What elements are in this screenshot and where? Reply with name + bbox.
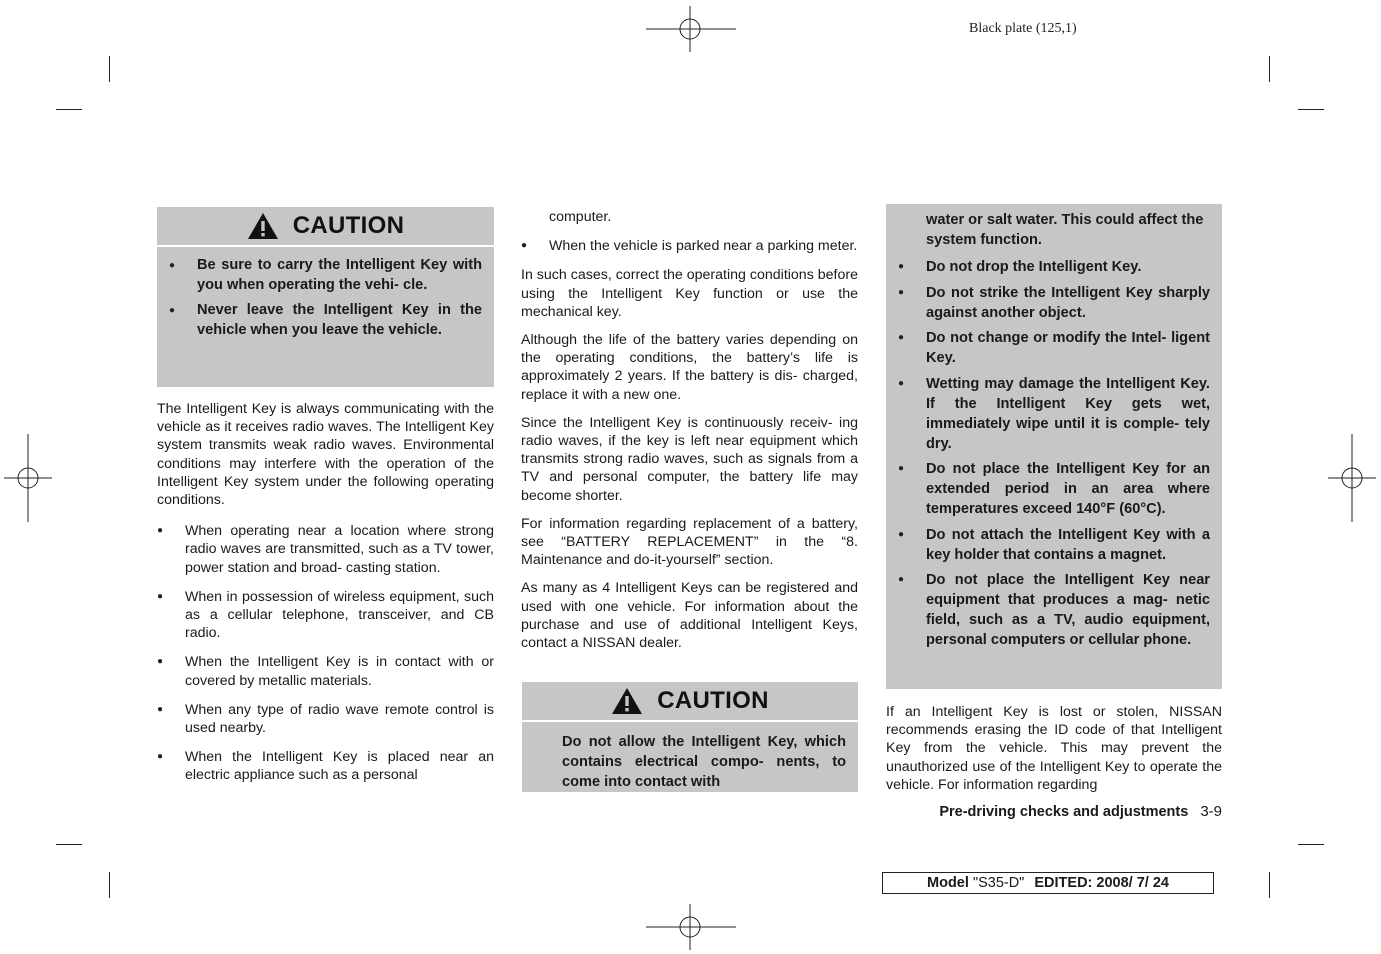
paragraph: Since the Intelligent Key is continuously receiv- ing radio waves, if the key is left near equipment which transmits strong radio waves, such as signals from a TV and personal computer, the battery life may become shorter. [521,414,858,504]
warning-icon [611,687,643,715]
model-prefix: Model [927,875,969,891]
registration-mark-left-icon [4,434,52,522]
caution-header [157,207,494,247]
caution-box-1 [157,207,494,387]
caution-item: ● Do not place the Intelligent Key for an extended period in an area where temperatures exceed 140°F (60°C). [898,459,1210,519]
page-number: 3-9 [1200,803,1222,820]
caution-header [522,682,858,722]
paragraph: In such cases, correct the operating conditions before using the Intelligent Key function or use the mechanical key. [521,267,858,320]
model-code: "S35-D" [972,875,1025,891]
caution-box-continued [886,204,1222,689]
caution-item: ● Do not change or modify the Intel- ligent Key. [898,328,1210,368]
caution-item: ● Be sure to carry the Intelligent Key with you when operating the vehi- cle. [169,255,482,295]
caution-item: ● Wetting may damage the Intelligent Key. If the Intelligent Key gets wet, immediately wipe until it is comple- tely dry. [898,374,1210,454]
plate-label: Black plate (125,1) [969,21,1077,36]
condition-bullet: ● When the Intelligent Key is placed near an electric appliance such as a personal [157,748,494,784]
condition-bullet: ● When the vehicle is parked near a parking meter. [521,237,858,255]
caution-item: ● Do not place the Intelligent Key near equipment that produces a mag- netic field, such as a TV, audio equipment, personal computers or cellular phone. [898,570,1210,650]
registration-mark-top-icon [646,6,736,52]
condition-bullet: ● When the Intelligent Key is in contact with or covered by metallic materials. [157,653,494,689]
column-2 [521,208,858,662]
condition-bullet: ● When operating near a location where strong radio waves are transmitted, such as a TV tower, power station and broad- casting station. [157,522,494,577]
registration-mark-bottom-icon [646,904,736,950]
caution-box-2 [522,682,858,792]
caution-item: ● Do not attach the Intelligent Key with a key holder that contains a magnet. [898,525,1210,565]
paragraph: As many as 4 Intelligent Keys can be registered and used with one vehicle. For information about the purchase and use of additional Intelligent Keys, contact a NISSAN dealer. [521,580,858,652]
section-title: Pre-driving checks and adjustments [939,804,1189,820]
caution-title: CAUTION [657,687,769,714]
warning-icon [247,212,279,240]
condition-bullet: ● When in possession of wireless equipment, such as a cellular telephone, transceiver, and CB radio. [157,588,494,643]
paragraph: For information regarding replacement of a battery, see “BATTERY REPLACEMENT” in the “8. Maintenance and do-it-yourself” section. [521,515,858,569]
edited-date: EDITED: 2008/ 7/ 24 [1034,875,1169,891]
column-1 [157,207,494,785]
paragraph: If an Intelligent Key is lost or stolen, NISSAN recommends erasing the ID code of that Intelligent Key from the vehicle. This may prevent the unauthorized use of the Intelligent Key to operate the vehicle. For information regarding [886,704,1222,793]
condition-bullet: ● When any type of radio wave remote control is used nearby. [157,701,494,737]
column-3-text [886,703,1222,804]
model-box [882,872,1214,894]
registration-mark-right-icon [1328,434,1376,522]
caution-title: CAUTION [292,211,405,239]
caution-item: ● Do not strike the Intelligent Key sharply against another object. [898,283,1210,323]
caution-item: Do not allow the Intelligent Key, which contains electrical compo- nents, to come into contact with [562,734,846,790]
caution-item: ● Do not drop the Intelligent Key. [898,257,1210,277]
section-footer [939,803,1222,820]
continued-text: computer. [549,209,612,225]
intro-paragraph: The Intelligent Key is always communicating with the vehicle as it receives radio waves. The Intelligent Key system transmits weak radio waves. Environmental conditions may interfere with the operation of the Intelligent Key system under the following operating conditions. [157,401,494,509]
continued-caution-text: water or salt water. This could affect the system function. [926,212,1204,248]
caution-item: ● Never leave the Intelligent Key in the vehicle when you leave the vehicle. [169,300,482,340]
paragraph: Although the life of the battery varies depending on the operating conditions, the battery’s life is approximately 2 years. If the battery is dis- charged, replace it with a new one. [521,332,858,403]
